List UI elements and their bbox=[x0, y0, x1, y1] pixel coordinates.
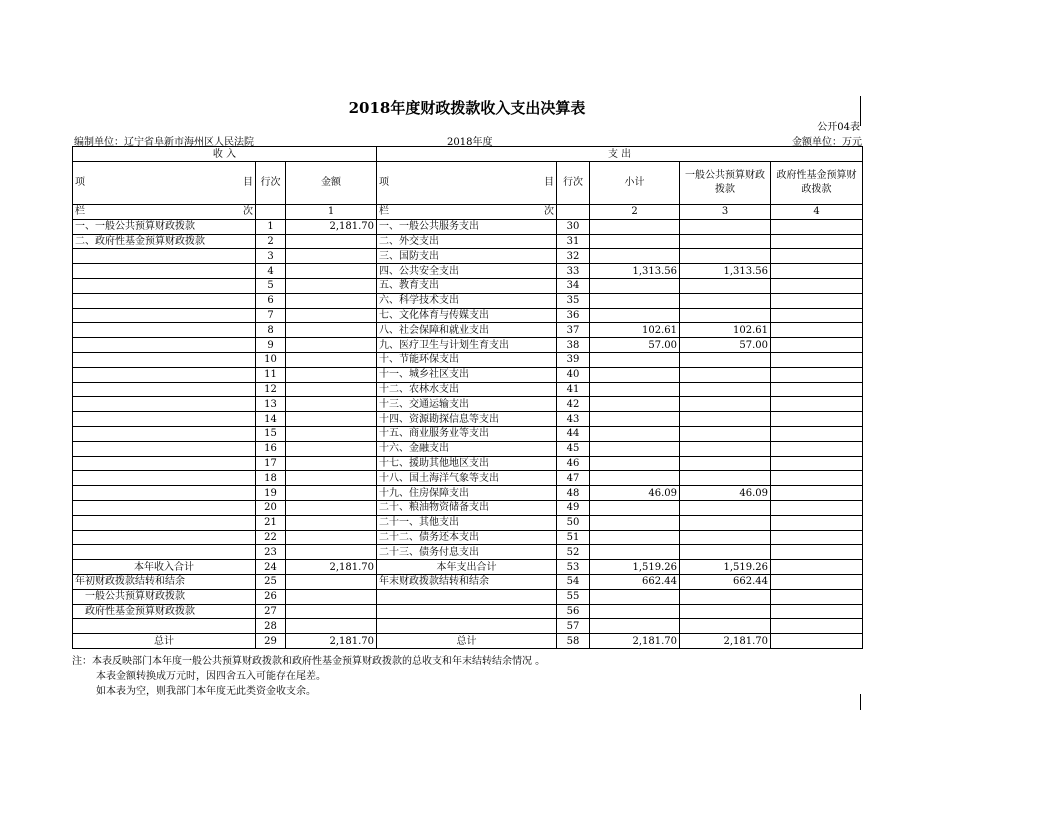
table-row bbox=[73, 530, 863, 545]
income-item: 一、一般公共预算财政拨款 bbox=[73, 219, 256, 234]
table-row bbox=[73, 367, 863, 382]
table-row bbox=[73, 278, 863, 293]
form-number: 公开04表 bbox=[817, 122, 860, 133]
income-item: 年初财政拨款结转和结余 bbox=[73, 574, 256, 589]
expense-item: 十二、农林水支出 bbox=[377, 382, 557, 397]
income-item bbox=[73, 412, 256, 427]
expense-general-budget: 662.44 bbox=[680, 574, 771, 589]
expense-general-budget bbox=[680, 545, 771, 560]
income-amount bbox=[286, 323, 377, 338]
expense-gov-fund bbox=[771, 515, 863, 530]
income-line-no: 21 bbox=[256, 515, 286, 530]
expense-gov-fund bbox=[771, 352, 863, 367]
expense-item: 七、文化体育与传媒支出 bbox=[377, 308, 557, 323]
income-item: 一般公共预算财政拨款 bbox=[73, 589, 256, 604]
expense-lan-ci: 栏 次 bbox=[377, 205, 557, 220]
edge-line-bottom bbox=[860, 694, 861, 710]
expense-subtotal bbox=[590, 293, 680, 308]
expense-line-no: 40 bbox=[557, 367, 590, 382]
expense-line-no: 44 bbox=[557, 426, 590, 441]
summary-row bbox=[73, 634, 863, 649]
expense-gov-fund bbox=[771, 308, 863, 323]
expense-item: 九、医疗卫生与计划生育支出 bbox=[377, 338, 557, 353]
expense-line-no: 47 bbox=[557, 471, 590, 486]
section-header-row bbox=[73, 147, 863, 162]
income-amount bbox=[286, 500, 377, 515]
expense-subtotal bbox=[590, 515, 680, 530]
income-amount bbox=[286, 278, 377, 293]
table-row bbox=[73, 352, 863, 367]
income-line-no: 1 bbox=[256, 219, 286, 234]
expense-general-budget bbox=[680, 441, 771, 456]
column-header-row bbox=[73, 162, 863, 205]
expense-line-no: 42 bbox=[557, 397, 590, 412]
income-amount bbox=[286, 412, 377, 427]
expense-gov-fund bbox=[771, 545, 863, 560]
income-item bbox=[73, 515, 256, 530]
note-3: 如本表为空，则我部门本年度无此类资金收支余。 bbox=[96, 686, 316, 697]
income-item bbox=[73, 471, 256, 486]
expense-subtotal: 57.00 bbox=[590, 338, 680, 353]
summary-row bbox=[73, 589, 863, 604]
col-number-3: 3 bbox=[680, 205, 771, 220]
expense-general-budget: 57.00 bbox=[680, 338, 771, 353]
expense-subtotal bbox=[590, 530, 680, 545]
expense-general-budget bbox=[680, 234, 771, 249]
income-amount bbox=[286, 338, 377, 353]
income-item: 二、政府性基金预算财政拨款 bbox=[73, 234, 256, 249]
income-item bbox=[73, 352, 256, 367]
expense-item: 二十二、债务还本支出 bbox=[377, 530, 557, 545]
income-item bbox=[73, 338, 256, 353]
expense-gov-fund bbox=[771, 619, 863, 634]
expense-gov-fund bbox=[771, 574, 863, 589]
expense-gov-fund bbox=[771, 589, 863, 604]
income-item-header: 项 目 bbox=[73, 162, 256, 205]
table-row bbox=[73, 397, 863, 412]
summary-row bbox=[73, 619, 863, 634]
income-lan-ci: 栏 次 bbox=[73, 205, 256, 220]
expense-subtotal bbox=[590, 426, 680, 441]
expense-section-header: 支 出 bbox=[377, 147, 863, 162]
table-row bbox=[73, 486, 863, 501]
money-unit: 金额单位：万元 bbox=[792, 137, 862, 148]
expense-line-no: 41 bbox=[557, 382, 590, 397]
page-title: 2018年度财政拨款收入支出决算表 bbox=[348, 99, 586, 117]
expense-item: 十七、援助其他地区支出 bbox=[377, 456, 557, 471]
expense-gov-fund bbox=[771, 471, 863, 486]
income-amount bbox=[286, 619, 377, 634]
expense-item: 二、外交支出 bbox=[377, 234, 557, 249]
expense-general-budget bbox=[680, 515, 771, 530]
income-line-no: 7 bbox=[256, 308, 286, 323]
expense-line-no: 36 bbox=[557, 308, 590, 323]
table-row bbox=[73, 545, 863, 560]
expense-gov-fund bbox=[771, 397, 863, 412]
table-row bbox=[73, 249, 863, 264]
income-line-no: 23 bbox=[256, 545, 286, 560]
income-item bbox=[73, 545, 256, 560]
expense-line-no: 49 bbox=[557, 500, 590, 515]
expense-gov-fund bbox=[771, 249, 863, 264]
income-line-no-header: 行次 bbox=[256, 162, 286, 205]
expense-line-no: 46 bbox=[557, 456, 590, 471]
expense-gov-fund bbox=[771, 456, 863, 471]
expense-item: 总计 bbox=[377, 634, 557, 649]
table-row bbox=[73, 219, 863, 234]
expense-gov-fund bbox=[771, 604, 863, 619]
expense-general-budget bbox=[680, 382, 771, 397]
expense-general-budget bbox=[680, 589, 771, 604]
expense-general-budget: 2,181.70 bbox=[680, 634, 771, 649]
income-line-no: 16 bbox=[256, 441, 286, 456]
income-amount bbox=[286, 293, 377, 308]
expense-line-no: 31 bbox=[557, 234, 590, 249]
expense-line-no: 54 bbox=[557, 574, 590, 589]
income-amount-header: 金额 bbox=[286, 162, 377, 205]
expense-gov-fund bbox=[771, 338, 863, 353]
income-amount bbox=[286, 382, 377, 397]
fiscal-year: 2018年度 bbox=[447, 137, 493, 148]
income-item bbox=[73, 486, 256, 501]
expense-subtotal bbox=[590, 234, 680, 249]
expense-line-no: 51 bbox=[557, 530, 590, 545]
income-item bbox=[73, 500, 256, 515]
expense-gov-fund bbox=[771, 634, 863, 649]
expense-subtotal: 1,519.26 bbox=[590, 560, 680, 575]
expense-item: 三、国防支出 bbox=[377, 249, 557, 264]
expense-general-budget bbox=[680, 397, 771, 412]
expense-item: 十五、商业服务业等支出 bbox=[377, 426, 557, 441]
income-line-no: 27 bbox=[256, 604, 286, 619]
expense-general-budget bbox=[680, 219, 771, 234]
income-line-no: 5 bbox=[256, 278, 286, 293]
expense-gov-fund bbox=[771, 530, 863, 545]
expense-line-no: 48 bbox=[557, 486, 590, 501]
income-line-no: 26 bbox=[256, 589, 286, 604]
income-line-no: 15 bbox=[256, 426, 286, 441]
expense-item: 十一、城乡社区支出 bbox=[377, 367, 557, 382]
income-lineno-blank bbox=[256, 205, 286, 220]
expense-gov-fund bbox=[771, 382, 863, 397]
expense-gov-fund bbox=[771, 500, 863, 515]
expense-line-no: 55 bbox=[557, 589, 590, 604]
expense-gov-fund bbox=[771, 367, 863, 382]
expense-gov-fund bbox=[771, 486, 863, 501]
expense-line-no: 52 bbox=[557, 545, 590, 560]
column-number-row bbox=[73, 205, 863, 220]
income-amount bbox=[286, 234, 377, 249]
income-line-no: 10 bbox=[256, 352, 286, 367]
income-item bbox=[73, 426, 256, 441]
expense-item: 二十一、其他支出 bbox=[377, 515, 557, 530]
income-line-no: 24 bbox=[256, 560, 286, 575]
expense-line-no: 43 bbox=[557, 412, 590, 427]
reporting-unit: 编制单位：辽宁省阜新市海州区人民法院 bbox=[74, 137, 254, 148]
income-amount bbox=[286, 397, 377, 412]
expense-line-no: 57 bbox=[557, 619, 590, 634]
expense-subtotal bbox=[590, 219, 680, 234]
expense-gov-fund bbox=[771, 219, 863, 234]
summary-row bbox=[73, 574, 863, 589]
income-amount bbox=[286, 604, 377, 619]
col-number-1: 1 bbox=[286, 205, 377, 220]
income-line-no: 14 bbox=[256, 412, 286, 427]
expense-subtotal bbox=[590, 249, 680, 264]
table-row bbox=[73, 338, 863, 353]
header-info bbox=[72, 133, 862, 146]
expense-line-no: 56 bbox=[557, 604, 590, 619]
expense-general-budget bbox=[680, 293, 771, 308]
expense-subtotal: 102.61 bbox=[590, 323, 680, 338]
expense-item: 十、节能环保支出 bbox=[377, 352, 557, 367]
expense-lineno-blank bbox=[557, 205, 590, 220]
expense-item: 十六、金融支出 bbox=[377, 441, 557, 456]
table-row bbox=[73, 323, 863, 338]
expense-subtotal: 46.09 bbox=[590, 486, 680, 501]
expense-subtotal bbox=[590, 308, 680, 323]
table-row bbox=[73, 456, 863, 471]
expense-line-no: 50 bbox=[557, 515, 590, 530]
expense-general-budget bbox=[680, 367, 771, 382]
expense-general-budget bbox=[680, 308, 771, 323]
income-item bbox=[73, 456, 256, 471]
table-row bbox=[73, 308, 863, 323]
table-notes bbox=[72, 654, 545, 699]
expense-general-budget bbox=[680, 352, 771, 367]
expense-gov-fund bbox=[771, 560, 863, 575]
income-section-header: 收 入 bbox=[73, 147, 377, 162]
income-line-no: 28 bbox=[256, 619, 286, 634]
income-amount bbox=[286, 530, 377, 545]
income-item bbox=[73, 293, 256, 308]
expense-general-budget bbox=[680, 426, 771, 441]
expense-general-budget: 1,313.56 bbox=[680, 264, 771, 279]
income-amount bbox=[286, 545, 377, 560]
expense-item-header: 项 目 bbox=[377, 162, 557, 205]
income-line-no: 3 bbox=[256, 249, 286, 264]
expense-subtotal bbox=[590, 456, 680, 471]
expense-gov-fund bbox=[771, 412, 863, 427]
expense-subtotal bbox=[590, 397, 680, 412]
general-budget-header: 一般公共预算财政拨款 bbox=[680, 162, 771, 205]
income-amount bbox=[286, 308, 377, 323]
income-item bbox=[73, 619, 256, 634]
table-row bbox=[73, 234, 863, 249]
income-line-no: 11 bbox=[256, 367, 286, 382]
expense-item: 二十、粮油物资储备支出 bbox=[377, 500, 557, 515]
expense-subtotal bbox=[590, 604, 680, 619]
table-row bbox=[73, 264, 863, 279]
expense-subtotal bbox=[590, 619, 680, 634]
expense-line-no: 32 bbox=[557, 249, 590, 264]
income-item bbox=[73, 382, 256, 397]
expense-item: 八、社会保障和就业支出 bbox=[377, 323, 557, 338]
table-row bbox=[73, 426, 863, 441]
expense-general-budget bbox=[680, 530, 771, 545]
income-amount bbox=[286, 515, 377, 530]
expense-subtotal bbox=[590, 352, 680, 367]
income-amount bbox=[286, 456, 377, 471]
expense-gov-fund bbox=[771, 323, 863, 338]
income-amount bbox=[286, 441, 377, 456]
expense-subtotal bbox=[590, 500, 680, 515]
income-amount bbox=[286, 352, 377, 367]
table-row bbox=[73, 382, 863, 397]
summary-row bbox=[73, 560, 863, 575]
income-line-no: 18 bbox=[256, 471, 286, 486]
expense-item: 十四、资源勘探信息等支出 bbox=[377, 412, 557, 427]
expense-subtotal bbox=[590, 441, 680, 456]
budget-table bbox=[72, 146, 863, 649]
income-item bbox=[73, 323, 256, 338]
table-row bbox=[73, 515, 863, 530]
expense-line-no: 53 bbox=[557, 560, 590, 575]
income-amount: 2,181.70 bbox=[286, 219, 377, 234]
expense-item: 十九、住房保障支出 bbox=[377, 486, 557, 501]
expense-subtotal bbox=[590, 412, 680, 427]
income-line-no: 25 bbox=[256, 574, 286, 589]
income-line-no: 29 bbox=[256, 634, 286, 649]
expense-gov-fund bbox=[771, 441, 863, 456]
col-number-4: 4 bbox=[771, 205, 863, 220]
expense-item bbox=[377, 589, 557, 604]
expense-item: 十八、国土海洋气象等支出 bbox=[377, 471, 557, 486]
table-row bbox=[73, 471, 863, 486]
expense-subtotal: 1,313.56 bbox=[590, 264, 680, 279]
expense-line-no: 35 bbox=[557, 293, 590, 308]
income-amount bbox=[286, 589, 377, 604]
expense-gov-fund bbox=[771, 234, 863, 249]
expense-general-budget: 102.61 bbox=[680, 323, 771, 338]
expense-line-no: 45 bbox=[557, 441, 590, 456]
income-line-no: 6 bbox=[256, 293, 286, 308]
income-item bbox=[73, 308, 256, 323]
income-amount bbox=[286, 574, 377, 589]
income-line-no: 2 bbox=[256, 234, 286, 249]
expense-item: 五、教育支出 bbox=[377, 278, 557, 293]
income-amount bbox=[286, 426, 377, 441]
income-line-no: 17 bbox=[256, 456, 286, 471]
expense-general-budget bbox=[680, 412, 771, 427]
income-amount bbox=[286, 367, 377, 382]
income-line-no: 20 bbox=[256, 500, 286, 515]
income-item bbox=[73, 264, 256, 279]
income-item: 本年收入合计 bbox=[73, 560, 256, 575]
expense-item bbox=[377, 604, 557, 619]
expense-general-budget bbox=[680, 500, 771, 515]
subtotal-header: 小计 bbox=[590, 162, 680, 205]
expense-item: 年末财政拨款结转和结余 bbox=[377, 574, 557, 589]
income-line-no: 12 bbox=[256, 382, 286, 397]
expense-line-no: 58 bbox=[557, 634, 590, 649]
table-row bbox=[73, 293, 863, 308]
income-line-no: 9 bbox=[256, 338, 286, 353]
expense-line-no: 39 bbox=[557, 352, 590, 367]
table-row bbox=[73, 441, 863, 456]
note-2: 本表金额转换成万元时，因四舍五入可能存在尾差。 bbox=[96, 671, 326, 682]
expense-item: 十三、交通运输支出 bbox=[377, 397, 557, 412]
expense-general-budget bbox=[680, 619, 771, 634]
expense-subtotal: 662.44 bbox=[590, 574, 680, 589]
expense-subtotal bbox=[590, 278, 680, 293]
expense-line-no: 30 bbox=[557, 219, 590, 234]
expense-subtotal bbox=[590, 589, 680, 604]
income-item bbox=[73, 367, 256, 382]
expense-subtotal bbox=[590, 545, 680, 560]
income-amount: 2,181.70 bbox=[286, 560, 377, 575]
income-item bbox=[73, 249, 256, 264]
expense-line-no: 37 bbox=[557, 323, 590, 338]
income-line-no: 13 bbox=[256, 397, 286, 412]
expense-general-budget bbox=[680, 604, 771, 619]
expense-general-budget bbox=[680, 471, 771, 486]
expense-item: 六、科学技术支出 bbox=[377, 293, 557, 308]
income-amount bbox=[286, 249, 377, 264]
expense-item: 四、公共安全支出 bbox=[377, 264, 557, 279]
expense-item: 一、一般公共服务支出 bbox=[377, 219, 557, 234]
expense-general-budget bbox=[680, 278, 771, 293]
expense-line-no: 33 bbox=[557, 264, 590, 279]
income-item bbox=[73, 278, 256, 293]
expense-subtotal: 2,181.70 bbox=[590, 634, 680, 649]
summary-row bbox=[73, 604, 863, 619]
expense-item bbox=[377, 619, 557, 634]
expense-line-no-header: 行次 bbox=[557, 162, 590, 205]
income-line-no: 19 bbox=[256, 486, 286, 501]
income-item: 总计 bbox=[73, 634, 256, 649]
expense-subtotal bbox=[590, 382, 680, 397]
gov-fund-header: 政府性基金预算财政拨款 bbox=[771, 162, 863, 205]
col-number-2: 2 bbox=[590, 205, 680, 220]
income-amount bbox=[286, 471, 377, 486]
expense-line-no: 34 bbox=[557, 278, 590, 293]
expense-item: 本年支出合计 bbox=[377, 560, 557, 575]
expense-item: 二十三、债务付息支出 bbox=[377, 545, 557, 560]
income-line-no: 8 bbox=[256, 323, 286, 338]
expense-general-budget bbox=[680, 249, 771, 264]
table-row bbox=[73, 500, 863, 515]
income-line-no: 22 bbox=[256, 530, 286, 545]
expense-general-budget bbox=[680, 456, 771, 471]
expense-gov-fund bbox=[771, 264, 863, 279]
expense-gov-fund bbox=[771, 426, 863, 441]
income-line-no: 4 bbox=[256, 264, 286, 279]
expense-subtotal bbox=[590, 471, 680, 486]
income-amount: 2,181.70 bbox=[286, 634, 377, 649]
income-amount bbox=[286, 264, 377, 279]
expense-subtotal bbox=[590, 367, 680, 382]
income-item bbox=[73, 397, 256, 412]
income-item bbox=[73, 441, 256, 456]
income-amount bbox=[286, 486, 377, 501]
income-item: 政府性基金预算财政拨款 bbox=[73, 604, 256, 619]
note-1: 注：本表反映部门本年度一般公共预算财政拨款和政府性基金预算财政拨款的总收支和年末结转结余情况 。 bbox=[72, 656, 546, 667]
expense-line-no: 38 bbox=[557, 338, 590, 353]
expense-gov-fund bbox=[771, 293, 863, 308]
table-row bbox=[73, 412, 863, 427]
expense-general-budget: 46.09 bbox=[680, 486, 771, 501]
income-item bbox=[73, 530, 256, 545]
expense-general-budget: 1,519.26 bbox=[680, 560, 771, 575]
expense-gov-fund bbox=[771, 278, 863, 293]
